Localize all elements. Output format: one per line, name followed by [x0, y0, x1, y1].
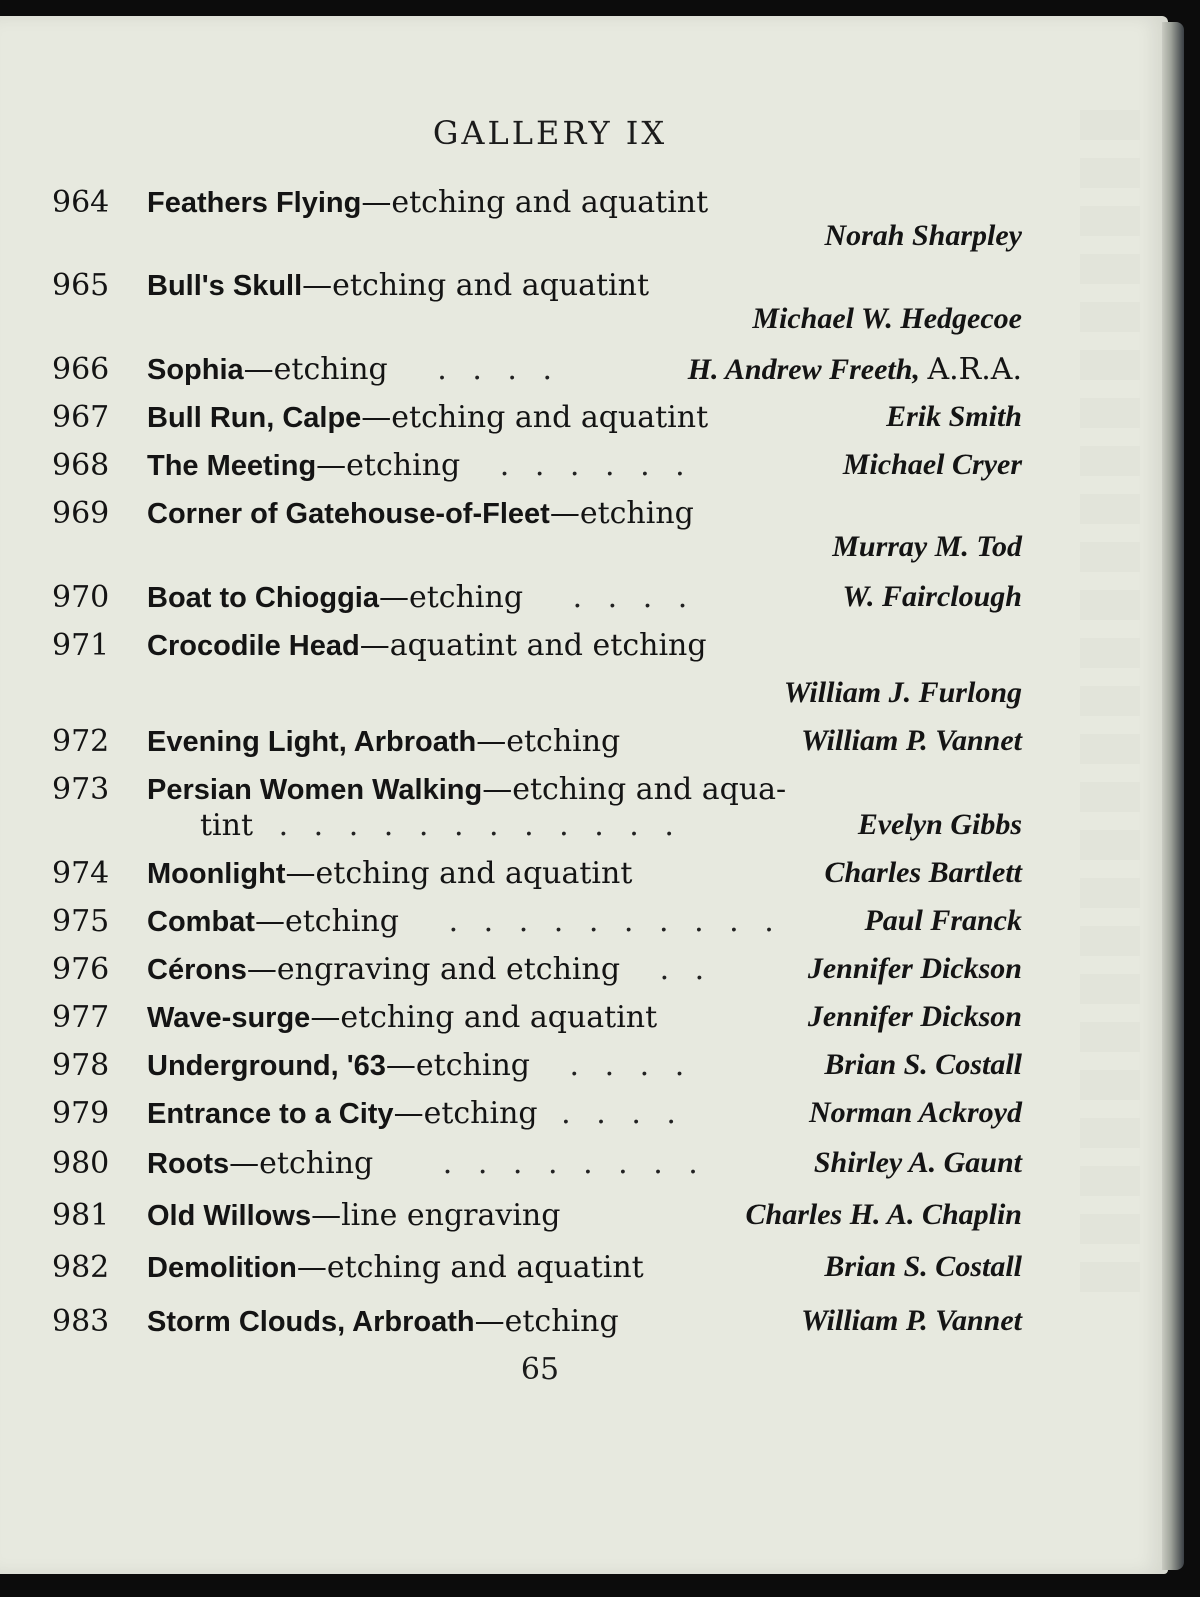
entry-number: 970	[52, 580, 110, 615]
entry-title: Combat	[147, 906, 255, 938]
entry-title: Old Willows	[147, 1200, 312, 1232]
entry-line	[147, 1000, 657, 1035]
entry-line	[147, 952, 712, 987]
entry-title: Boat to Chioggia	[147, 582, 379, 614]
entry-number: 965	[52, 268, 110, 303]
entry-medium: —etching and aquatint	[302, 268, 650, 303]
entry-medium: —etching and aquatint	[361, 400, 709, 435]
entry-artist: Michael Cryer	[842, 448, 1022, 481]
entry-artist: W. Fairclough	[842, 580, 1022, 613]
entry-title: The Meeting	[147, 450, 317, 482]
entry-artist: William P. Vannet	[801, 724, 1022, 757]
leader-dots: . . . . . . . .	[442, 1146, 706, 1181]
gallery-title: GALLERY IX	[432, 114, 668, 152]
entry-artist-name: H. Andrew Freeth,	[687, 353, 920, 386]
entry-number: 982	[52, 1250, 110, 1285]
entry-line	[147, 1304, 619, 1339]
entry-title: Storm Clouds, Arbroath	[147, 1306, 475, 1338]
entry-title: Moonlight	[147, 858, 286, 890]
entry-title: Entrance to a City	[147, 1098, 394, 1130]
entry-title: Corner of Gatehouse-of-Fleet	[147, 498, 550, 530]
entry-line	[147, 352, 560, 387]
leader-dots: . . . . . . . . . .	[448, 904, 782, 939]
entry-medium: —etching	[385, 1048, 530, 1083]
entry-number: 974	[52, 856, 110, 891]
entry-number: 972	[52, 724, 110, 759]
entry-title: Crocodile Head	[147, 630, 360, 662]
entry-artist: Brian S. Costall	[824, 1048, 1022, 1081]
entry-title: Roots	[147, 1148, 230, 1180]
entry-artist: Brian S. Costall	[824, 1250, 1022, 1283]
entry-medium: —etching and aquatint	[285, 856, 633, 891]
entry-artist: Norah Sharpley	[824, 219, 1022, 252]
entry-line	[147, 400, 708, 435]
entry-title: Underground, '63	[147, 1050, 386, 1082]
entry-number: 968	[52, 448, 110, 483]
entry-medium: —aquatint and etching	[359, 628, 707, 663]
entry-number: 964	[52, 185, 110, 220]
entry-number: 983	[52, 1304, 110, 1339]
entry-line	[147, 448, 693, 483]
entry-medium: —etching and aquatint	[361, 185, 709, 220]
entry-medium: —line engraving	[311, 1198, 561, 1233]
entry-title: Wave-surge	[147, 1002, 311, 1034]
entry-line	[147, 185, 708, 220]
leader-dots: . . . . . . . . . . . .	[278, 808, 682, 843]
leader-dots: . .	[659, 952, 713, 987]
entry-line	[147, 904, 782, 939]
show-through-texture	[1080, 110, 1140, 1310]
entry-title: Bull's Skull	[147, 270, 303, 302]
entry-title: Cérons	[147, 954, 247, 986]
entry-line	[147, 1146, 706, 1181]
entry-line	[147, 856, 632, 891]
entry-medium: —etching	[229, 1146, 374, 1181]
entry-artist: Jennifer Dickson	[807, 952, 1022, 985]
entry-artist: Shirley A. Gaunt	[813, 1146, 1022, 1179]
entry-medium: —etching	[378, 580, 524, 615]
entry-number: 973	[52, 772, 110, 807]
entry-number: 971	[52, 628, 110, 663]
entry-artist	[688, 352, 1022, 387]
entry-artist: William P. Vannet	[801, 1304, 1022, 1337]
leader-dots: . . . . . .	[499, 448, 693, 483]
entry-artist: Jennifer Dickson	[807, 1000, 1022, 1033]
entry-title: Bull Run, Calpe	[147, 402, 362, 434]
entry-medium-continued: tint	[200, 808, 254, 843]
entry-line	[147, 724, 620, 759]
entry-medium: —etching and aqua-	[482, 772, 787, 807]
entry-number: 978	[52, 1048, 110, 1083]
entry-medium: —etching	[549, 496, 694, 531]
entry-artist: Murray M. Tod	[832, 530, 1022, 563]
entry-number: 975	[52, 904, 110, 939]
leader-dots: . . . .	[569, 1048, 693, 1083]
entry-artist: Norman Ackroyd	[808, 1096, 1022, 1129]
entry-medium: —etching	[393, 1096, 538, 1131]
entry-line	[147, 496, 694, 531]
entry-line	[147, 580, 695, 615]
entry-number: 967	[52, 400, 110, 435]
entry-line	[147, 1096, 684, 1131]
entry-medium: —etching	[243, 352, 388, 387]
entry-line	[147, 772, 786, 807]
entry-medium: —etching	[476, 724, 621, 759]
entry-medium: —etching and aquatint	[296, 1250, 644, 1285]
entry-number: 977	[52, 1000, 110, 1035]
entry-number: 969	[52, 496, 110, 531]
entry-number: 980	[52, 1146, 110, 1181]
entry-title: Sophia	[147, 354, 244, 386]
entry-title: Evening Light, Arbroath	[147, 726, 477, 758]
entry-medium: —etching	[254, 904, 400, 939]
entry-medium: —etching	[316, 448, 461, 483]
entry-artist: Paul Franck	[864, 904, 1022, 937]
entry-artist: Charles H. A. Chaplin	[745, 1198, 1022, 1231]
entry-artist: Erik Smith	[886, 400, 1022, 433]
entry-line	[147, 1198, 560, 1233]
entry-line	[147, 1048, 692, 1083]
entry-number: 979	[52, 1096, 110, 1131]
entry-artist: Michael W. Hedgecoe	[752, 302, 1022, 335]
entry-medium: —etching	[474, 1304, 619, 1339]
entry-artist: Charles Bartlett	[824, 856, 1022, 889]
entry-artist: Evelyn Gibbs	[857, 808, 1022, 841]
leader-dots: . . . .	[437, 352, 561, 387]
entry-line	[147, 268, 649, 303]
entry-artist: William J. Furlong	[783, 676, 1022, 709]
page-edge	[1162, 22, 1184, 1570]
leader-dots: . . . .	[572, 580, 696, 615]
entry-artist-suffix: A.R.A.	[927, 352, 1022, 387]
entry-title: Demolition	[147, 1252, 297, 1284]
entry-line	[147, 1250, 644, 1285]
entry-number: 981	[52, 1198, 110, 1233]
entry-number: 966	[52, 352, 110, 387]
entry-medium: —etching and aquatint	[310, 1000, 658, 1035]
leader-dots: . . . .	[561, 1096, 684, 1131]
entry-title: Persian Women Walking	[147, 774, 483, 806]
entry-medium: —engraving and etching	[246, 952, 621, 987]
entry-line	[147, 628, 707, 663]
entry-continuation	[200, 808, 682, 843]
entry-title: Feathers Flying	[147, 187, 362, 219]
entry-number: 976	[52, 952, 110, 987]
page-number: 65	[520, 1352, 560, 1387]
